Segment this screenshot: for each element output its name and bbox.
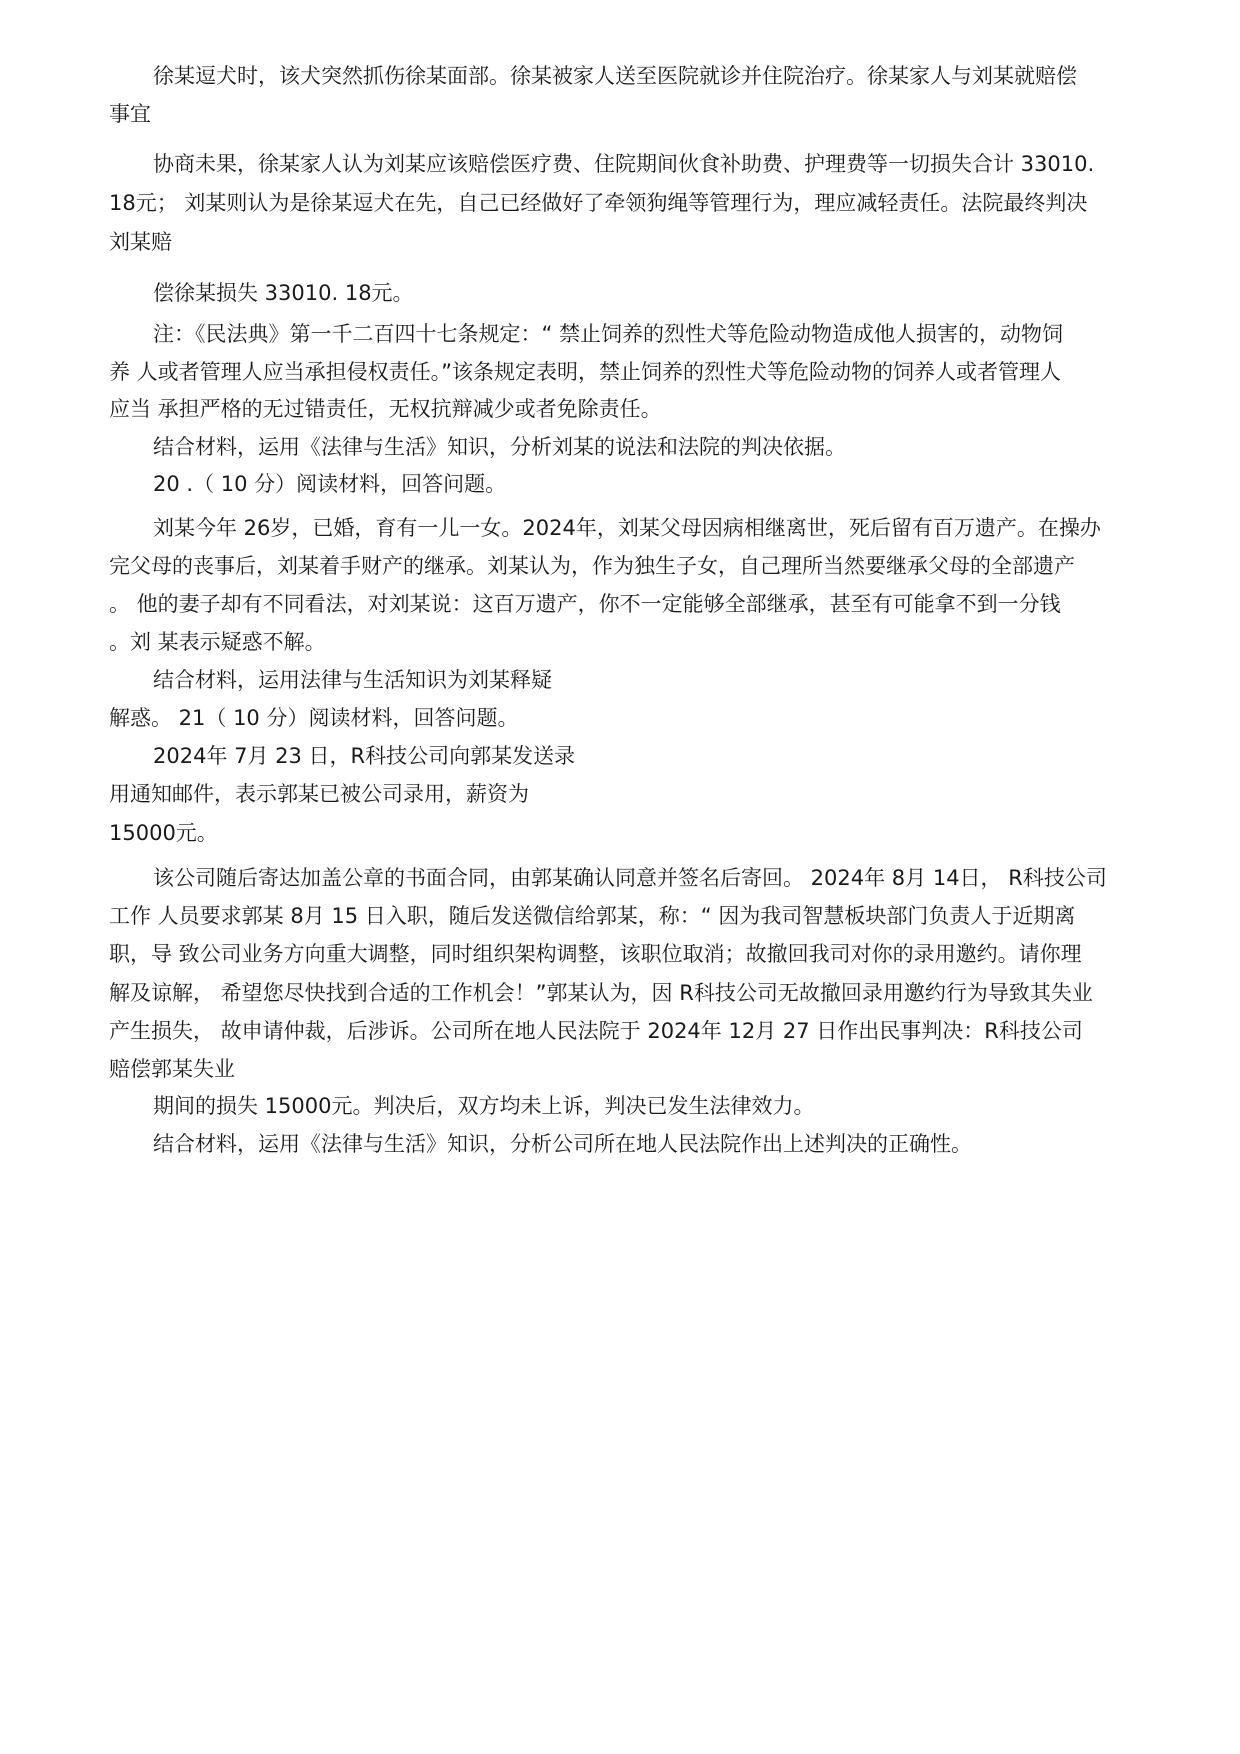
text-line: 20 .（ 10 分）阅读材料，回答问题。 <box>153 472 507 496</box>
text-line: 应当 承担严格的无过错责任，无权抗辩减少或者免除责任。 <box>109 397 662 421</box>
text-line: 事宜 <box>109 102 151 126</box>
text-line: 结合材料，运用法律与生活知识为刘某释疑 <box>153 668 552 692</box>
text-line: 刘某赔 <box>109 230 172 254</box>
text-line: 。 他的妻子却有不同看法，对刘某说：这百万遗产，你不一定能够全部继承，甚至有可能拿不到一分钱 <box>109 592 1061 616</box>
text-line: 15000元。 <box>109 821 218 845</box>
text-line: 赔偿郭某失业 <box>109 1057 235 1081</box>
text-line: 徐某逗犬时，该犬突然抓伤徐某面部。徐某被家人送至医院就诊并住院治疗。徐某家人与刘某就赔偿 <box>153 64 1077 88</box>
text-line: 协商未果，徐某家人认为刘某应该赔偿医疗费、住院期间伙食补助费、护理费等一切损失合计 33010. <box>153 152 1095 176</box>
text-line: 养 人或者管理人应当承担侵权责任。”该条规定表明，禁止饲养的烈性犬等危险动物的饲养人或者管理人 <box>109 360 1062 384</box>
text-line: 2024年 7月 23 日，R科技公司向郭某发送录 <box>153 744 576 768</box>
text-line: 解惑。 21（ 10 分）阅读材料，回答问题。 <box>109 706 519 730</box>
text-line: 解及谅解， 希望您尽快找到合适的工作机会！”郭某认为，因 R科技公司无故撤回录用邀约行为导致其失业 <box>109 981 1093 1005</box>
text-line: 结合材料，运用《法律与生活》知识，分析刘某的说法和法院的判决依据。 <box>153 435 846 459</box>
text-line: 结合材料，运用《法律与生活》知识，分析公司所在地人民法院作出上述判决的正确性。 <box>153 1132 972 1156</box>
text-line: 刘某今年 26岁，已婚，育有一儿一女。2024年，刘某父母因病相继离世，死后留有百万遗产。在操办 <box>153 516 1101 540</box>
text-line: 完父母的丧事后，刘某着手财产的继承。刘某认为，作为独生子女，自己理所当然要继承父母的全部遗产 <box>109 554 1075 578</box>
text-line: 18元； 刘某则认为是徐某逗犬在先，自己已经做好了牵领狗绳等管理行为，理应减轻责任。法院最终判决 <box>109 191 1088 215</box>
text-line: 偿徐某损失 33010. 18元。 <box>153 281 414 305</box>
text-line: 。刘 某表示疑惑不解。 <box>109 630 326 654</box>
text-line: 用通知邮件，表示郭某已被公司录用，薪资为 <box>109 782 529 806</box>
text-line: 职，导 致公司业务方向重大调整，同时组织架构调整，该职位取消；故撤回我司对你的录用邀约。请你理 <box>109 942 1082 966</box>
text-line: 该公司随后寄达加盖公章的书面合同，由郭某确认同意并签名后寄回。 2024年 8月 14日， R科技公司 <box>153 866 1107 890</box>
text-line: 工作 人员要求郭某 8月 15 日入职，随后发送微信给郭某，称：“ 因为我司智慧板块部门负责人于近期离 <box>109 904 1076 928</box>
text-line: 注：《民法典》第一千二百四十七条规定：“ 禁止饲养的烈性犬等危险动物造成他人损害的，动物饲 <box>153 322 1064 346</box>
text-line: 期间的损失 15000元。判决后，双方均未上诉，判决已发生法律效力。 <box>153 1094 815 1118</box>
text-line: 产生损失， 故申请仲裁，后涉诉。公司所在地人民法院于 2024年 12月 27 日作出民事判决：R科技公司 <box>109 1019 1083 1043</box>
